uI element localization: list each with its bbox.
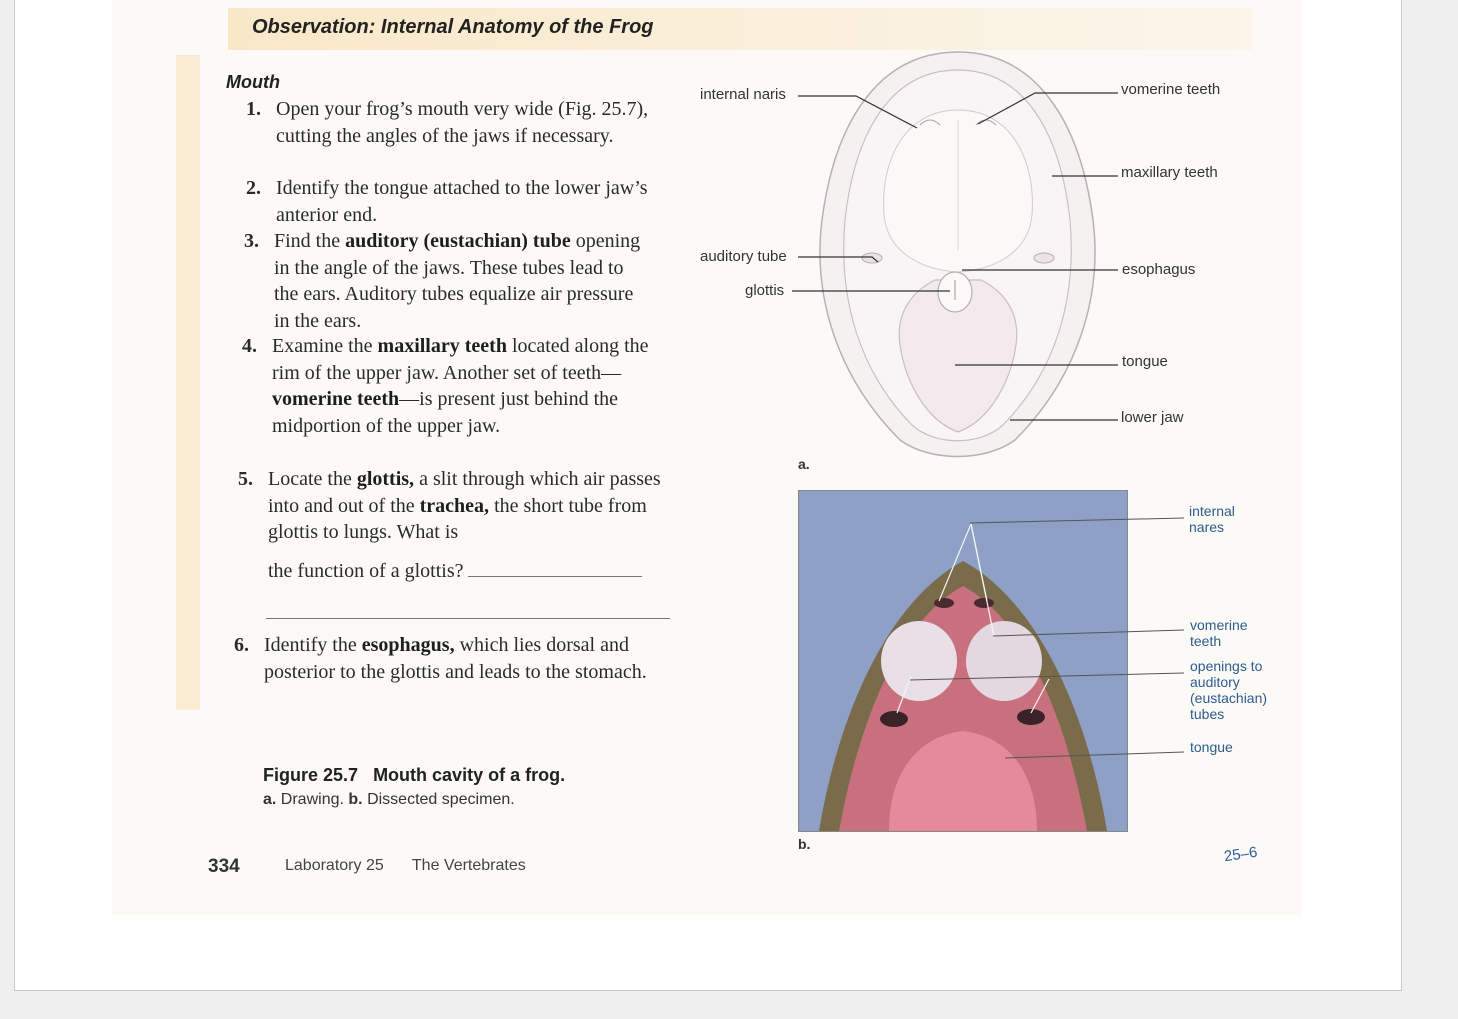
- term-esophagus: esophagus,: [361, 634, 455, 656]
- page-number: 334: [208, 856, 240, 877]
- figure-title: Mouth cavity of a frog.: [373, 765, 566, 785]
- label-tongue: tongue: [1122, 353, 1168, 370]
- panel-b-letter: b.: [798, 836, 811, 852]
- caption-part-b-text: Dissected specimen.: [367, 791, 515, 808]
- label-internal-nares: internal nares: [1189, 503, 1235, 535]
- step-text: Examine the: [272, 335, 378, 357]
- term-glottis: glottis,: [356, 468, 415, 490]
- label-internal-naris: internal naris: [700, 86, 786, 103]
- label-lower-jaw: lower jaw: [1121, 409, 1184, 426]
- glottis-question: the function of a glottis?: [268, 559, 464, 582]
- label-glottis: glottis: [745, 282, 785, 299]
- step-text: opening in the angle of the jaws. These tubes lead to the ears. Auditory tubes equalize air pressure in the ears.: [274, 230, 641, 332]
- footer-lab: Laboratory 25: [285, 857, 384, 874]
- footer-chapter: The Vertebrates: [411, 857, 526, 874]
- step-number: 6.: [234, 634, 249, 656]
- label-photo-vomerine-teeth: vomerine teeth: [1190, 617, 1248, 649]
- step-number: 5.: [238, 468, 253, 490]
- term-vomerine-teeth: vomerine teeth: [272, 388, 400, 410]
- label-vomerine-teeth: vomerine teeth: [1121, 81, 1221, 98]
- step-text: Find the: [274, 230, 346, 252]
- label-auditory-openings: openings to auditory (eustachian) tubes: [1190, 658, 1268, 722]
- step-text: Identify the tongue attached to the lower jaw’s anterior end.: [276, 177, 648, 226]
- step-number: 1.: [246, 98, 261, 120]
- step-text: which lies dorsal and posterior to the glottis and leads to the stomach.: [264, 634, 647, 683]
- step-text: the short tube from glottis to lungs. What is: [268, 494, 647, 543]
- caption-part-a: a.: [263, 791, 277, 808]
- label-esophagus: esophagus: [1122, 261, 1196, 278]
- page-code: 25–6: [1222, 843, 1259, 866]
- step-number: 3.: [244, 230, 259, 252]
- step-text: located along the rim of the upper jaw. Another set of teeth—: [272, 335, 649, 384]
- step-text: Locate the: [268, 468, 357, 490]
- term-maxillary-teeth: maxillary teeth: [377, 335, 507, 357]
- step-text: —is present just behind the midportion of the upper jaw.: [272, 388, 619, 437]
- page-title: Observation: Internal Anatomy of the Frog: [252, 16, 654, 38]
- label-photo-tongue: tongue: [1190, 739, 1233, 755]
- label-auditory-tube: auditory tube: [700, 248, 787, 265]
- figure-label: Figure 25.7: [263, 765, 359, 785]
- panel-a-letter: a.: [798, 456, 810, 472]
- step-text: a slit through which air passes into and out of the: [268, 468, 661, 517]
- section-heading: Mouth: [226, 72, 280, 92]
- step-number: 4.: [242, 335, 257, 357]
- step-number: 2.: [246, 177, 261, 199]
- term-auditory-tube: auditory (eustachian) tube: [345, 230, 571, 252]
- caption-part-a-text: Drawing.: [280, 791, 344, 808]
- running-footer: [285, 857, 550, 875]
- term-trachea: trachea,: [419, 494, 490, 517]
- label-maxillary-teeth: maxillary teeth: [1121, 164, 1218, 181]
- step-text: Open your frog’s mouth very wide (Fig. 25.7), cutting the angles of the jaws if necessary.: [276, 98, 649, 147]
- caption-part-b: b.: [348, 791, 363, 808]
- step-text: Identify the: [264, 634, 362, 656]
